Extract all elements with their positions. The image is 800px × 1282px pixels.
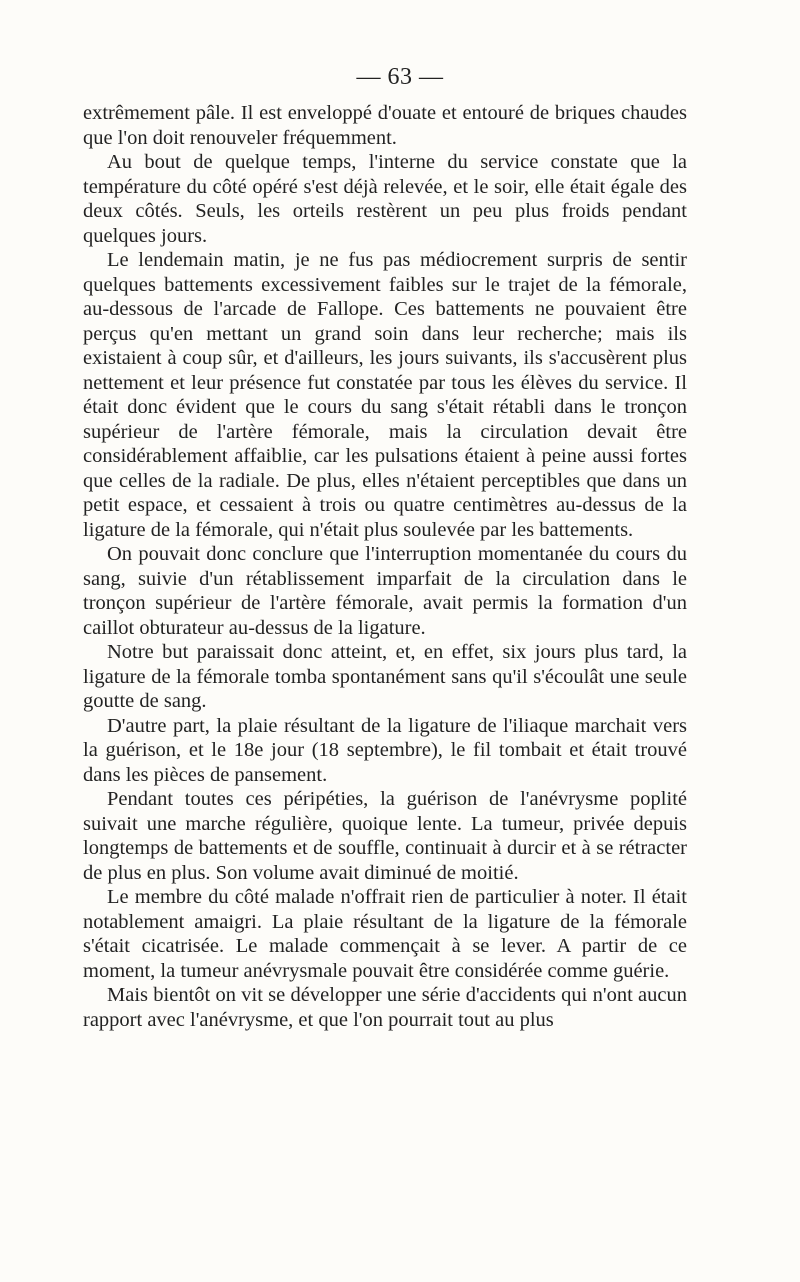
paragraph: Pendant toutes ces péripéties, la guérison de l'anévrysme poplité suivait une marche régulière, quoique lente. La tumeur, privée depuis longtemps de battements et de souffle, continuait à durcir et à se rétracter de plus en plus. Son volume avait diminué de moitié.: [83, 788, 687, 884]
paragraph: D'autre part, la plaie résultant de la ligature de l'iliaque marchait vers la guérison, et le 18e jour (18 septembre), le fil tombait et était trouvé dans les pièces de pansement.: [83, 714, 687, 786]
page-number: — 63 —: [356, 64, 444, 90]
paragraph: Mais bientôt on vit se développer une série d'accidents qui n'ont aucun rapport avec l'anévrysme, et que l'on pourrait tout au plus: [83, 984, 687, 1031]
paragraph: extrêmement pâle. Il est enveloppé d'ouate et entouré de briques chaudes que l'on doit renouveler fréquemment.: [83, 102, 687, 149]
paragraph: Au bout de quelque temps, l'interne du service constate que la température du côté opéré s'est déjà relevée, et le soir, elle était égale des deux côtés. Seuls, les orteils restèrent un peu plus froids pendant quelques jours.: [83, 151, 687, 247]
body-text: [83, 101, 687, 1032]
paragraph: Le membre du côté malade n'offrait rien de particulier à noter. Il était notablement amaigri. La plaie résultant de la ligature de la fémorale s'était cicatrisée. Le malade commençait à se lever. A partir de ce moment, la tumeur anévrysmale pouvait être considérée comme guérie.: [83, 886, 687, 982]
paragraph: On pouvait donc conclure que l'interruption momentanée du cours du sang, suivie d'un rétablissement imparfait de la circulation dans le tronçon supérieur de l'artère fémorale, avait permis la formation d'un caillot obturateur au-dessus de la ligature.: [83, 543, 687, 639]
paragraph: Notre but paraissait donc atteint, et, en effet, six jours plus tard, la ligature de la fémorale tomba spontanément sans qu'il s'écoulât une seule goutte de sang.: [83, 641, 687, 712]
paragraph: Le lendemain matin, je ne fus pas médiocrement surpris de sentir quelques battements excessivement faibles sur le trajet de la fémorale, au-dessous de l'arcade de Fallope. Ces battements ne pouvaient être perçus qu'en mettant un grand soin dans leur recherche; mais ils existaient à coup sûr, et d'ailleurs, les jours suivants, ils s'accusèrent plus nettement et leur présence fut constatée par tous les élèves du service. Il était donc évident que le cours du sang s'était rétabli dans le tronçon supérieur de l'artère fémorale, mais la circulation devait être considérablement affaiblie, car les pulsations étaient à peine aussi fortes que celles de la radiale. De plus, elles n'étaient perceptibles que dans un petit espace, et cessaient à trois ou quatre centimètres au-dessus de la ligature de la fémorale, qui n'était plus soulevée par les battements.: [83, 249, 687, 541]
